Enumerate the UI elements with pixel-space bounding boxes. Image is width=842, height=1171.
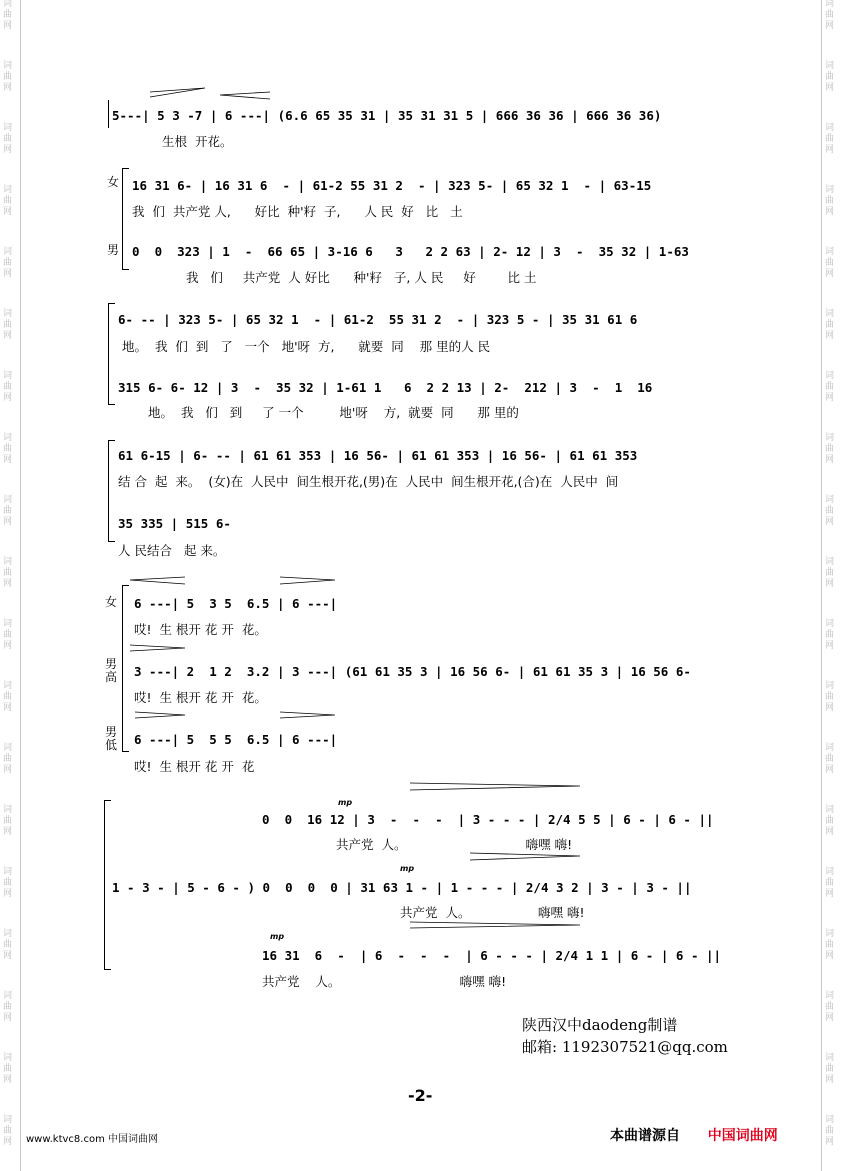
notes-line: 5---| 5 3 -7 | 6 ---| (6.6 65 35 31 | 35 31 31 5 | 666 36 36 | 666 36 36) [112,108,662,123]
watermark-char: 曲 [825,506,835,516]
system-brace [108,440,115,542]
watermark-char: 网 [825,703,835,713]
lyric-line: 哎! 生 根开 花 开 花 [134,759,255,774]
watermark-char: 词 [825,557,835,567]
notes-line: 315 6- 6- 12 | 3 - 35 32 | 1-61 1 6 2 2 13 | 2- 212 | 3 - 1 16 [118,380,653,395]
watermark-char: 网 [825,889,835,899]
watermark-char: 网 [825,951,835,961]
watermark-char: 网 [3,269,13,279]
watermark-char: 词 [825,61,835,71]
watermark-char: 曲 [825,320,835,330]
watermark-char: 网 [825,207,835,217]
watermark-char: 词 [3,929,13,939]
watermark-char: 曲 [825,10,835,20]
watermark-char: 词 [825,123,835,133]
lyric-line: 我 们 共产党 人 好比 种'籽 子, 人 民 好 比 土 [186,270,537,285]
watermark-char: 词 [3,247,13,257]
part-label: 男 [106,243,119,257]
dynamic-mark: mp [270,932,285,941]
watermark-char: 网 [825,579,835,589]
watermark-char: 词 [3,991,13,1001]
watermark-char: 曲 [3,196,13,206]
part-label: 女 [104,595,117,609]
lyric-line: 生根 开花。 [162,134,233,149]
watermark-char: 词 [3,371,13,381]
watermark-char: 网 [825,1075,835,1085]
footer-source-label: 本曲谱源自 [610,1128,680,1144]
watermark-char: 曲 [3,10,13,20]
dynamic-mark: mp [400,864,415,873]
watermark-char: 网 [825,269,835,279]
watermark-char: 词 [3,805,13,815]
watermark-char: 曲 [825,1002,835,1012]
system-brace [108,303,115,405]
watermark-char: 网 [825,641,835,651]
watermark-char: 词 [3,0,13,9]
notes-line: 6 ---| 5 5 5 6.5 | 6 ---| [134,732,338,747]
watermark-char: 网 [825,393,835,403]
lyric-line: 地。 我 们 到 了 一个 地'呀 方, 就要 同 那 里的人 民 [122,339,491,354]
watermark-char: 曲 [3,320,13,330]
notes-line: 3 ---| 2 1 2 3.2 | 3 ---| (61 61 35 3 | 16 56 6- | 61 61 35 3 | 16 56 6- [134,664,691,679]
lyric-line: 共产党 人。 嗨嘿 嗨! [262,974,507,989]
watermark-char: 网 [825,827,835,837]
watermark-char: 词 [3,309,13,319]
email-credit: 邮箱: 1192307521@qq.com [522,1038,728,1056]
watermark-char: 曲 [3,816,13,826]
notes-line: 61 6-15 | 6- -- | 61 61 353 | 16 56- | 61 61 353 | 16 56- | 61 61 353 [118,448,638,463]
watermark-char: 曲 [3,568,13,578]
watermark-char: 词 [3,495,13,505]
watermark-char: 词 [825,247,835,257]
watermark-char: 曲 [3,72,13,82]
part-label: 男低 [104,725,117,752]
watermark-char: 曲 [825,568,835,578]
watermark-char: 曲 [825,1126,835,1136]
watermark-char: 曲 [825,878,835,888]
notes-line: 6- -- | 323 5- | 65 32 1 - | 61-2 55 31 2 - | 323 5 - | 35 31 61 6 [118,312,638,327]
watermark-char: 网 [3,455,13,465]
watermark-char: 曲 [3,506,13,516]
watermark-char: 网 [3,641,13,651]
watermark-char: 曲 [825,1064,835,1074]
watermark-char: 曲 [3,382,13,392]
watermark-char: 曲 [825,816,835,826]
footer-brand-link[interactable]: 中国词曲网 [707,1128,778,1144]
watermark-char: 词 [3,123,13,133]
watermark-char: 词 [3,185,13,195]
lyric-line: 人 民结合 起 来。 [118,543,226,558]
watermark-char: 词 [3,619,13,629]
lyric-line: 我 们 共产党 人, 好比 种'籽 子, 人 民 好 比 土 [132,204,463,219]
watermark-char: 词 [3,61,13,71]
system-brace [104,800,111,970]
footer-site: www.ktvc8.com 中国词曲网 [26,1134,159,1145]
watermark-char: 词 [825,681,835,691]
watermark-char: 曲 [3,1002,13,1012]
watermark-char: 词 [3,681,13,691]
watermark-char: 曲 [3,1126,13,1136]
watermark-char: 词 [825,433,835,443]
watermark-char: 网 [825,1013,835,1023]
watermark-char: 网 [3,393,13,403]
watermark-char: 曲 [3,692,13,702]
watermark-char: 网 [3,765,13,775]
watermark-char: 曲 [825,940,835,950]
lyric-line: 地。 我 们 到 了 一个 地'呀 方, 就要 同 那 里的 [148,405,519,420]
watermark-char: 曲 [825,444,835,454]
watermark-char: 网 [825,145,835,155]
watermark-char: 网 [3,579,13,589]
watermark-char: 词 [3,1115,13,1125]
watermark-char: 曲 [3,754,13,764]
watermark-char: 词 [825,867,835,877]
watermark-char: 词 [825,0,835,9]
watermark-char: 网 [3,517,13,527]
watermark-char: 词 [825,309,835,319]
watermark-char: 网 [825,765,835,775]
watermark-char: 词 [825,743,835,753]
watermark-char: 曲 [825,692,835,702]
watermark-char: 网 [3,21,13,31]
notes-line: 16 31 6 - | 6 - - - | 6 - - - | 2/4 1 1 | 6 - | 6 - || [262,948,722,963]
watermark-char: 网 [3,703,13,713]
watermark-char: 网 [825,455,835,465]
watermark-char: 词 [825,1053,835,1063]
watermark-char: 曲 [3,444,13,454]
watermark-char: 词 [3,433,13,443]
watermark-char: 网 [3,889,13,899]
notes-line: 6 ---| 5 3 5 6.5 | 6 ---| [134,596,338,611]
watermark-char: 网 [3,951,13,961]
watermark-char: 词 [3,867,13,877]
page-number: -2- [408,1086,433,1105]
system-brace [122,585,129,752]
watermark-char: 网 [3,331,13,341]
watermark-char: 词 [825,619,835,629]
watermark-char: 曲 [825,72,835,82]
lyric-line: 共产党 人。 嗨嘿 嗨! [400,905,585,920]
lyric-line: 哎! 生 根开 花 开 花。 [134,622,267,637]
arranger-credit: 陕西汉中daodeng制谱 [522,1016,678,1034]
watermark-char: 曲 [825,196,835,206]
watermark-char: 词 [825,991,835,1001]
watermark-char: 词 [3,557,13,567]
watermark-char: 词 [3,1053,13,1063]
watermark-char: 网 [3,827,13,837]
watermark-char: 网 [825,21,835,31]
lyric-line: 共产党 人。 嗨嘿 嗨! [336,837,573,852]
watermark-char: 网 [3,1137,13,1147]
watermark-char: 曲 [3,878,13,888]
watermark-char: 网 [825,1137,835,1147]
lyric-line: 哎! 生 根开 花 开 花。 [134,690,267,705]
watermark-char: 曲 [825,630,835,640]
watermark-char: 曲 [825,134,835,144]
watermark-char: 曲 [3,940,13,950]
watermark-char: 网 [3,1013,13,1023]
watermark-char: 曲 [3,1064,13,1074]
watermark-char: 曲 [825,382,835,392]
watermark-char: 词 [825,495,835,505]
watermark-char: 曲 [825,754,835,764]
watermark-char: 网 [825,83,835,93]
watermark-char: 词 [3,743,13,753]
watermark-char: 网 [825,331,835,341]
watermark-char: 曲 [825,258,835,268]
notes-line: 35 335 | 515 6- [118,516,231,531]
watermark-char: 网 [825,517,835,527]
watermark-char: 曲 [3,630,13,640]
watermark-char: 词 [825,371,835,381]
part-label: 男高 [104,657,117,684]
notes-line: 0 0 16 12 | 3 - - - | 3 - - - | 2/4 5 5 | 6 - | 6 - || [262,812,714,827]
watermark-char: 词 [825,929,835,939]
system-bar [108,100,109,128]
watermark-char: 网 [3,207,13,217]
notes-line: 0 0 323 | 1 - 66 65 | 3-16 6 3 2 2 63 | 2- 12 | 3 - 35 32 | 1-63 [132,244,689,259]
notes-line: 16 31 6- | 16 31 6 - | 61-2 55 31 2 - | 323 5- | 65 32 1 - | 63-15 [132,178,652,193]
dynamic-mark: mp [338,798,353,807]
watermark-char: 词 [825,1115,835,1125]
part-label: 女 [106,175,119,189]
watermark-char: 曲 [3,134,13,144]
watermark-char: 词 [825,805,835,815]
notes-line: 1 - 3 - | 5 - 6 - ) 0 0 0 0 | 31 63 1 - | 1 - - - | 2/4 3 2 | 3 - | 3 - || [112,880,692,895]
watermark-char: 曲 [3,258,13,268]
lyric-line: 结 合 起 来。 (女)在 人民中 间生根开花,(男)在 人民中 间生根开花,(合)在 人民中 间 [118,474,619,489]
watermark-char: 网 [3,83,13,93]
watermark-char: 网 [3,145,13,155]
footer-source [610,1125,778,1145]
watermark-char: 词 [825,185,835,195]
system-brace [122,168,129,270]
watermark-char: 网 [3,1075,13,1085]
